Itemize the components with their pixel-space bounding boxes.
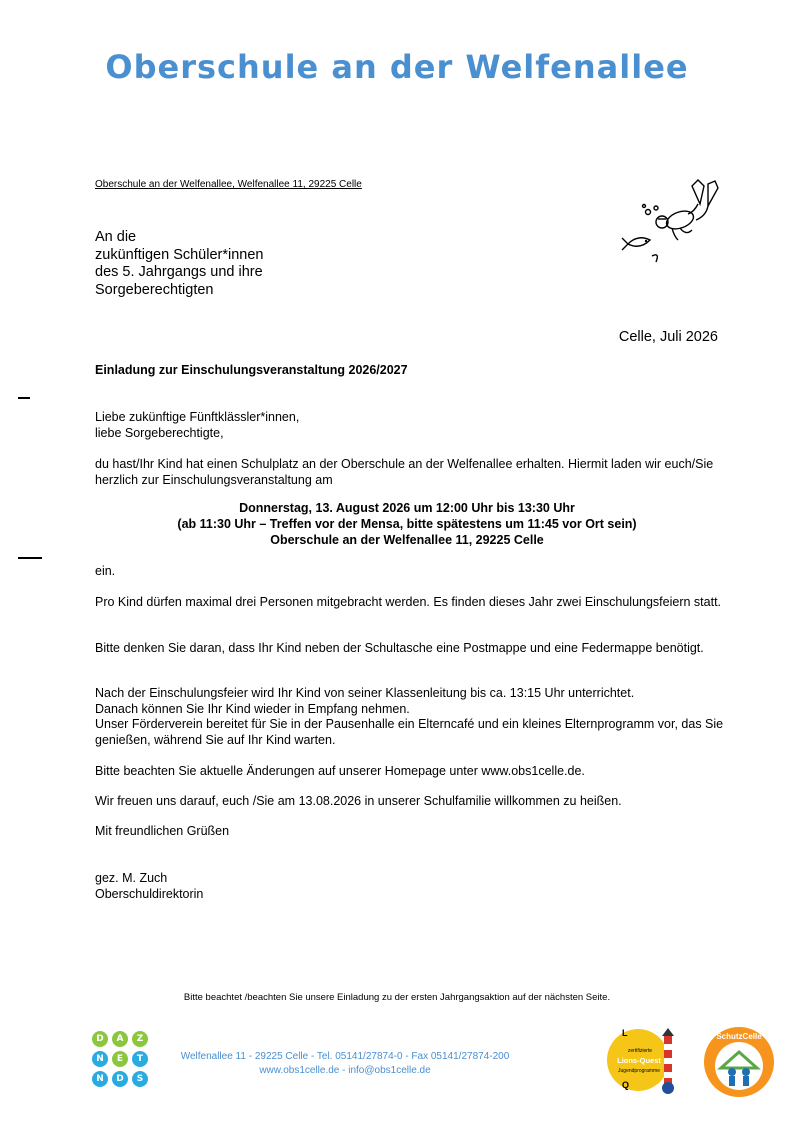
punch-mark xyxy=(18,557,42,559)
lions-letter-top: L xyxy=(622,1028,628,1038)
daz-letter: N xyxy=(92,1071,108,1087)
salutation-line: liebe Sorgeberechtigte, xyxy=(95,425,224,440)
salutation xyxy=(95,410,735,441)
recipient-line: Sorgeberechtigten xyxy=(95,281,214,298)
recipient-line: zukünftigen Schüler*innen xyxy=(95,246,264,263)
footer-address-line: www.obs1celle.de - info@obs1celle.de xyxy=(259,1065,431,1076)
daz-letter: S xyxy=(132,1071,148,1087)
footer-address xyxy=(150,1050,540,1078)
daz-letter: T xyxy=(132,1051,148,1067)
schutzcelle-logo xyxy=(703,1026,775,1098)
signature-title: Oberschuldirektorin xyxy=(95,886,204,901)
sender-address-line: Oberschule an der Welfenallee, Welfenallee 11, 29225 Celle xyxy=(95,179,362,190)
lions-small-bottom: Jugendprogramme xyxy=(618,1068,660,1074)
diver-illustration xyxy=(618,178,723,266)
lions-letter-bottom: Q xyxy=(622,1080,630,1090)
daz-letter: D xyxy=(112,1071,128,1087)
event-location: Oberschule an der Welfenallee 11, 29225 Celle xyxy=(270,533,544,547)
paragraph-line: Danach können Sie Ihr Kind wieder in Empfang nehmen. xyxy=(95,701,410,716)
daz-letter: D xyxy=(92,1031,108,1047)
recipient-line: des 5. Jahrgangs und ihre xyxy=(95,264,263,280)
after-ceremony-paragraph xyxy=(95,686,735,748)
letter-subject: Einladung zur Einschulungsveranstaltung 2026/2027 xyxy=(95,363,408,377)
fold-mark xyxy=(18,397,30,399)
event-details xyxy=(95,500,719,548)
daz-net-logo xyxy=(92,1031,152,1087)
homepage-paragraph: Bitte beachten Sie aktuelle Änderungen auf unserer Homepage unter www.obs1celle.de. xyxy=(95,764,585,778)
event-date-time: Donnerstag, 13. August 2026 um 12:00 Uhr bis 13:30 Uhr xyxy=(239,501,575,515)
signature-name: gez. M. Zuch xyxy=(95,871,168,885)
welcome-paragraph: Wir freuen uns darauf, euch /Sie am 13.08.2026 in unserer Schulfamilie willkommen zu heißen. xyxy=(95,794,622,808)
daz-letter: E xyxy=(112,1051,128,1067)
letter-date: Celle, Juli 2026 xyxy=(618,329,718,345)
paragraph-line: Unser Förderverein bereitet für Sie in der Pausenhalle ein Elterncafé und ein kleines Elternprogramm vor, das Sie genießen, während Sie auf Ihr Kind warten. xyxy=(95,717,724,747)
footer-note: Bitte beachtet /beachten Sie unsere Einladung zu der ersten Jahrgangsaktion auf der nächsten Seite. xyxy=(183,992,611,1003)
closing: Mit freundlichen Grüßen xyxy=(95,824,230,838)
daz-letter: Z xyxy=(132,1031,148,1047)
persons-paragraph: Pro Kind dürfen maximal drei Personen mitgebracht werden. Es finden dieses Jahr zwei Einschulungsfeiern statt. xyxy=(95,595,722,609)
lions-small-top: zertifizierte xyxy=(627,1048,653,1054)
intro-paragraph: du hast/Ihr Kind hat einen Schulplatz an der Oberschule an der Welfenallee erhalten. Hiermit laden wir euch/Sie herzlich zur Einschulungsveranstaltung am xyxy=(95,457,714,487)
after-event-text: ein. xyxy=(95,564,116,578)
recipient-address xyxy=(95,229,263,299)
salutation-line: Liebe zukünftige Fünftklässler*innen, xyxy=(95,410,300,424)
footer-address-line: Welfenallee 11 - 29225 Celle - Tel. 05141/27874-0 - Fax 05141/27874-200 xyxy=(180,1051,510,1062)
daz-letter: A xyxy=(112,1031,128,1047)
bag-paragraph: Bitte denken Sie daran, dass Ihr Kind neben der Schultasche eine Postmappe und eine Federmappe benötigt. xyxy=(95,641,704,655)
lions-quest-logo xyxy=(604,1024,686,1096)
recipient-line: An die xyxy=(95,229,137,245)
school-title: Oberschule an der Welfenallee xyxy=(105,48,689,86)
paragraph-line: Nach der Einschulungsfeier wird Ihr Kind von seiner Klassenleitung bis ca. 13:15 Uhr unterrichtet. xyxy=(95,686,635,700)
daz-letter: N xyxy=(92,1051,108,1067)
lions-quest-name: Lions-Quest xyxy=(617,1056,661,1065)
signature xyxy=(95,871,735,902)
event-meeting-note: (ab 11:30 Uhr – Treffen vor der Mensa, bitte spätestens um 11:45 vor Ort sein) xyxy=(177,517,637,531)
schutzcelle-name: SchutzCelle xyxy=(716,1032,762,1041)
